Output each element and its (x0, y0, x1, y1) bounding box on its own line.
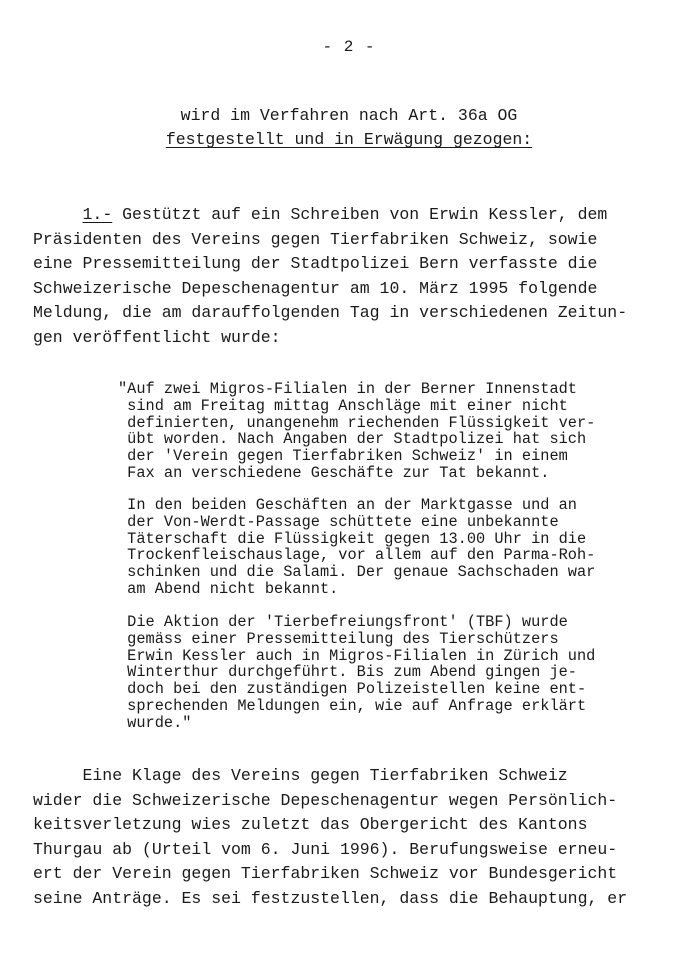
quote-line: übt worden. Nach Angaben der Stadtpolizei hat sich (118, 430, 587, 449)
quote-line: Fax an verschiedene Geschäfte zur Tat bekannt. (118, 463, 550, 482)
paragraph-2-line: Thurgau ab (Urteil vom 6. Juni 1996). Berufungsweise erneu- (33, 839, 618, 859)
quote-line: sind am Freitag mittag Anschläge mit einer nicht (118, 396, 568, 415)
quote-line: sprechenden Meldungen ein, wie auf Anfrage erklärt (118, 696, 587, 715)
quote-line: Täterschaft die Flüssigkeit gegen 13.00 Uhr in die (118, 529, 587, 548)
paragraph-1-line: gen veröffentlicht wurde: (33, 327, 281, 347)
quote-line: Trockenfleischauslage, vor allem auf den Parma-Roh- (118, 546, 596, 565)
paragraph-2-line: Eine Klage des Vereins gegen Tierfabriken Schweiz (33, 766, 568, 785)
quote-line: Die Aktion der 'Tierbefreiungsfront' (TBF) wurde (118, 613, 568, 631)
quote-line: "Auf zwei Migros-Filialen in der Berner Innenstadt (118, 380, 577, 398)
paragraph-1-line: Meldung, die am darauffolgenden Tag in verschiedenen Zeitun- (33, 303, 628, 323)
paragraph-1-line (33, 203, 673, 228)
section-number: 1.- (82, 205, 113, 224)
quote-line: wurde." (118, 713, 192, 732)
quote-paragraph-2 (118, 497, 678, 598)
quote-paragraph-1 (118, 381, 678, 482)
paragraph-2-line: wider die Schweizerische Depeschenagentur wegen Persönlich- (33, 790, 618, 810)
quote-line: Winterthur durchgeführt. Bis zum Abend gingen je- (118, 663, 577, 682)
paragraph-1 (33, 203, 673, 351)
page-number: - 2 - (322, 38, 376, 56)
paragraph-2 (33, 764, 673, 912)
paragraph-1-line-text: Gestützt auf ein Schreiben von Erwin Kessler, dem (112, 205, 608, 224)
quote-line: schinken und die Salami. Der genaue Sachschaden war (118, 563, 596, 582)
paragraph-1-line: Präsidenten des Vereins gegen Tierfabriken Schweiz, sowie (33, 229, 598, 249)
heading-line-2: festgestellt und in Erwägung gezogen: (165, 130, 533, 149)
paragraph-2-line: seine Anträge. Es sei festzustellen, dass die Behauptung, er (33, 888, 628, 908)
quote-line: am Abend nicht bekannt. (118, 579, 339, 598)
paragraph-2-line: ert der Verein gegen Tierfabriken Schweiz vor Bundesgericht (33, 864, 618, 884)
quote-line: Erwin Kessler auch in Migros-Filialen in Zürich und (118, 646, 596, 665)
paragraph-1-line: eine Pressemitteilung der Stadtpolizei Bern verfasste die (33, 254, 598, 274)
paragraph-2-line: keitsverletzung wies zuletzt das Obergericht des Kantons (33, 815, 588, 835)
quote-line: der 'Verein gegen Tierfabriken Schweiz' in einem (118, 447, 568, 466)
quote-paragraph-3 (118, 614, 678, 732)
quote-line: gemäss einer Pressemitteilung des Tierschützers (118, 629, 559, 648)
quote-line: definierten, unangenehm riechenden Flüssigkeit ver- (118, 413, 596, 432)
paragraph-1-line: Schweizerische Depeschenagentur am 10. März 1995 folgende (33, 278, 598, 298)
quote-line: der Von-Werdt-Passage schüttete eine unbekannte (118, 512, 559, 531)
quote-line: doch bei den zuständigen Polizeistellen keine ent- (118, 680, 587, 699)
quote-line: In den beiden Geschäften an der Marktgasse und an (118, 496, 577, 514)
heading-line-1: wird im Verfahren nach Art. 36a OG (180, 106, 518, 125)
